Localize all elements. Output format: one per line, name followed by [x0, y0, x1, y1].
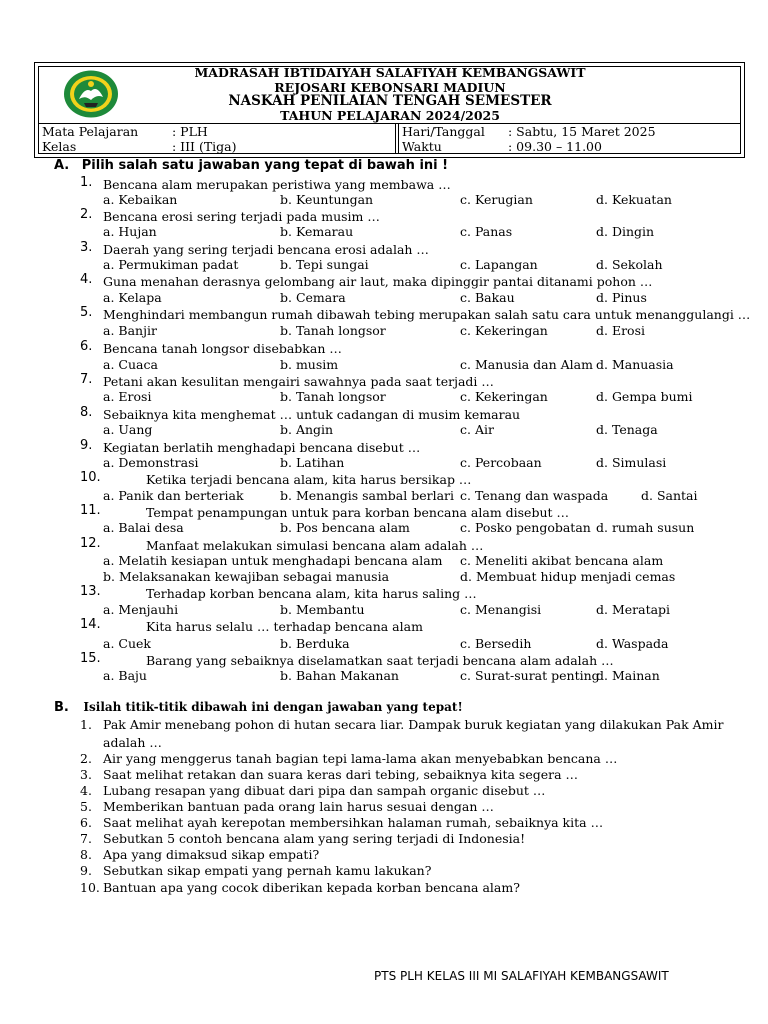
class-value: : III (Tiga)	[172, 139, 237, 154]
question-text: Petani akan kesulitan mengairi sawahnya pada saat terjadi …	[103, 374, 494, 389]
question-text: Sebaiknya kita menghemat … untuk cadangan di musim kemarau	[103, 407, 521, 422]
question-text: Tempat penampungan untuk para korban bencana alam disebut …	[146, 505, 570, 520]
option-c: c. Panas	[460, 224, 513, 239]
academic-year: TAHUN PELAJARAN 2024/2025	[280, 108, 500, 123]
essay-text: Saat melihat retakan dan suara keras dari tebing, sebaiknya kita segera …	[103, 767, 579, 782]
option-a: a. Menjauhi	[103, 602, 179, 617]
option-c: c. Lapangan	[460, 257, 538, 272]
info-divider-2	[398, 123, 399, 154]
option-c: c. Percobaan	[460, 455, 542, 470]
option-a: a. Hujan	[103, 224, 157, 239]
question-text: Kita harus selalu … terhadap bencana alam	[146, 619, 423, 634]
essay-number: 3.	[80, 767, 92, 782]
essay-number: 1.	[80, 717, 92, 732]
subject-label: Mata Pelajaran	[42, 124, 139, 139]
option-d: d. Tenaga	[596, 422, 658, 437]
option-d: d. Meratapi	[596, 602, 671, 617]
option-a: a. Baju	[103, 668, 147, 683]
option-d: d. Manuasia	[596, 357, 674, 372]
option-b: b. Berduka	[280, 636, 350, 651]
question-number: 1.	[80, 175, 93, 190]
option-b: b. Keuntungan	[280, 192, 374, 207]
essay-text: Pak Amir menebang pohon di hutan secara liar. Dampak buruk kegiatan yang dilakukan Pak Amir	[103, 717, 724, 732]
essay-number: 7.	[80, 831, 92, 846]
option-b: b. Membantu	[280, 602, 365, 617]
question-number: 8.	[80, 405, 93, 420]
option-c: c. Posko pengobatan	[460, 520, 591, 535]
question-text: Terhadap korban bencana alam, kita harus saling …	[146, 586, 477, 601]
question-number: 15.	[80, 651, 101, 666]
essay-number: 8.	[80, 847, 92, 862]
question-text: Manfaat melakukan simulasi bencana alam adalah …	[146, 538, 484, 553]
option-a: a. Banjir	[103, 323, 157, 338]
option-b: b. Kemarau	[280, 224, 354, 239]
option-b: b. Pos bencana alam	[280, 520, 410, 535]
time-value: : 09.30 – 11.00	[508, 139, 602, 154]
option-a: a. Kebaikan	[103, 192, 178, 207]
option-c: c. Menangisi	[460, 602, 542, 617]
question-text: Menghindari membangun rumah dibawah tebing merupakan salah satu cara untuk menanggulangi …	[103, 307, 751, 322]
option-d: d. rumah susun	[596, 520, 695, 535]
essay-number: 4.	[80, 783, 92, 798]
question-number: 7.	[80, 372, 93, 387]
question-number: 12.	[80, 536, 101, 551]
question-text: Ketika terjadi bencana alam, kita harus bersikap …	[146, 472, 472, 487]
essay-text: Sebutkan 5 contoh bencana alam yang sering terjadi di Indonesia!	[103, 831, 526, 846]
essay-text: Saat melihat ayah kerepotan membersihkan halaman rumah, sebaiknya kita …	[103, 815, 604, 830]
exam-title: NASKAH PENILAIAN TENGAH SEMESTER	[228, 93, 552, 109]
option-d: d. Waspada	[596, 636, 669, 651]
option-c: c. Surat-surat penting	[460, 668, 600, 683]
question-number: 2.	[80, 207, 93, 222]
school-name: MADRASAH IBTIDAIYAH SALAFIYAH KEMBANGSAWIT	[194, 65, 586, 80]
option-c: c. Kerugian	[460, 192, 533, 207]
section-b-marker: B.	[54, 700, 69, 715]
essay-number: 10.	[80, 880, 100, 895]
subject-value: : PLH	[172, 124, 208, 139]
option-d: d. Mainan	[596, 668, 660, 683]
question-text: Daerah yang sering terjadi bencana erosi adalah …	[103, 242, 429, 257]
option-a: a. Melatih kesiapan untuk menghadapi bencana alam	[103, 553, 443, 568]
option-b: b. musim	[280, 357, 339, 372]
section-a-marker: A.	[54, 158, 70, 173]
option-d: d. Pinus	[596, 290, 647, 305]
option-a: a. Panik dan berteriak	[103, 488, 244, 503]
option-d: d. Simulasi	[596, 455, 667, 470]
essay-text-continued: adalah …	[103, 735, 162, 750]
essay-number: 5.	[80, 799, 92, 814]
essay-text: Bantuan apa yang cocok diberikan kepada korban bencana alam?	[103, 880, 520, 895]
info-divider-1	[395, 123, 396, 154]
question-text: Barang yang sebaiknya diselamatkan saat terjadi bencana alam adalah …	[146, 653, 614, 668]
option-c: c. Manusia dan Alam	[460, 357, 593, 372]
time-label: Waktu	[402, 139, 442, 154]
question-number: 3.	[80, 240, 93, 255]
section-a-title: Pilih salah satu jawaban yang tepat di bawah ini !	[81, 158, 449, 173]
question-text: Bencana tanah longsor disebabkan …	[103, 341, 342, 356]
question-number: 14.	[80, 617, 101, 632]
option-c: c. Kekeringan	[460, 323, 548, 338]
essay-number: 2.	[80, 751, 92, 766]
option-b: b. Melaksanakan kewajiban sebagai manusia	[103, 569, 390, 584]
essay-text: Lubang resapan yang dibuat dari pipa dan sampah organic disebut …	[103, 783, 546, 798]
question-number: 11.	[80, 503, 101, 518]
section-b-title: Isilah titik-titik dibawah ini dengan jawaban yang tepat!	[83, 700, 463, 714]
class-label: Kelas	[42, 139, 77, 154]
option-b: b. Latihan	[280, 455, 345, 470]
option-b: b. Cemara	[280, 290, 346, 305]
essay-text: Memberikan bantuan pada orang lain harus sesuai dengan …	[103, 799, 494, 814]
option-d: d. Sekolah	[596, 257, 663, 272]
option-a: a. Cuek	[103, 636, 151, 651]
option-d: d. Santai	[641, 488, 698, 503]
option-a: a. Demonstrasi	[103, 455, 199, 470]
date-value: : Sabtu, 15 Maret 2025	[508, 124, 656, 139]
question-number: 9.	[80, 438, 93, 453]
section-a-heading	[54, 158, 448, 173]
essay-number: 6.	[80, 815, 92, 830]
option-d: d. Membuat hidup menjadi cemas	[460, 569, 676, 584]
option-c: c. Kekeringan	[460, 389, 548, 404]
option-a: a. Permukiman padat	[103, 257, 239, 272]
essay-number: 9.	[80, 863, 92, 878]
option-a: a. Uang	[103, 422, 153, 437]
question-text: Kegiatan berlatih menghadapi bencana disebut …	[103, 440, 421, 455]
section-b-heading	[54, 700, 463, 715]
option-a: a. Cuaca	[103, 357, 158, 372]
essay-text: Air yang menggerus tanah bagian tepi lama-lama akan menyebabkan bencana …	[103, 751, 618, 766]
option-b: b. Angin	[280, 422, 334, 437]
essay-text: Apa yang dimaksud sikap empati?	[103, 847, 320, 862]
option-c: c. Tenang dan waspada	[460, 488, 609, 503]
option-b: b. Bahan Makanan	[280, 668, 399, 683]
option-d: d. Kekuatan	[596, 192, 672, 207]
option-c: c. Air	[460, 422, 494, 437]
option-d: d. Erosi	[596, 323, 645, 338]
question-number: 5.	[80, 305, 93, 320]
essay-text: Sebutkan sikap empati yang pernah kamu lakukan?	[103, 863, 432, 878]
option-a: a. Kelapa	[103, 290, 162, 305]
question-number: 4.	[80, 272, 93, 287]
question-number: 13.	[80, 584, 101, 599]
option-d: d. Dingin	[596, 224, 655, 239]
option-a: a. Balai desa	[103, 520, 184, 535]
question-number: 6.	[80, 339, 93, 354]
page-footer: PTS PLH KELAS III MI SALAFIYAH KEMBANGSAWIT	[374, 969, 669, 983]
question-text: Bencana alam merupakan peristiwa yang membawa …	[103, 177, 451, 192]
option-c: c. Bersedih	[460, 636, 532, 651]
question-number: 10.	[80, 470, 101, 485]
option-c: c. Meneliti akibat bencana alam	[460, 553, 664, 568]
option-b: b. Tanah longsor	[280, 389, 386, 404]
option-a: a. Erosi	[103, 389, 152, 404]
question-text: Guna menahan derasnya gelombang air laut, maka dipinggir pantai ditanami pohon …	[103, 274, 653, 289]
question-text: Bencana erosi sering terjadi pada musim …	[103, 209, 380, 224]
date-label: Hari/Tanggal	[402, 124, 485, 139]
school-address: REJOSARI KEBONSARI MADIUN	[274, 80, 506, 95]
option-b: b. Tepi sungai	[280, 257, 369, 272]
option-d: d. Gempa bumi	[596, 389, 693, 404]
option-b: b. Tanah longsor	[280, 323, 386, 338]
option-c: c. Bakau	[460, 290, 515, 305]
option-b: b. Menangis sambal berlari	[280, 488, 455, 503]
